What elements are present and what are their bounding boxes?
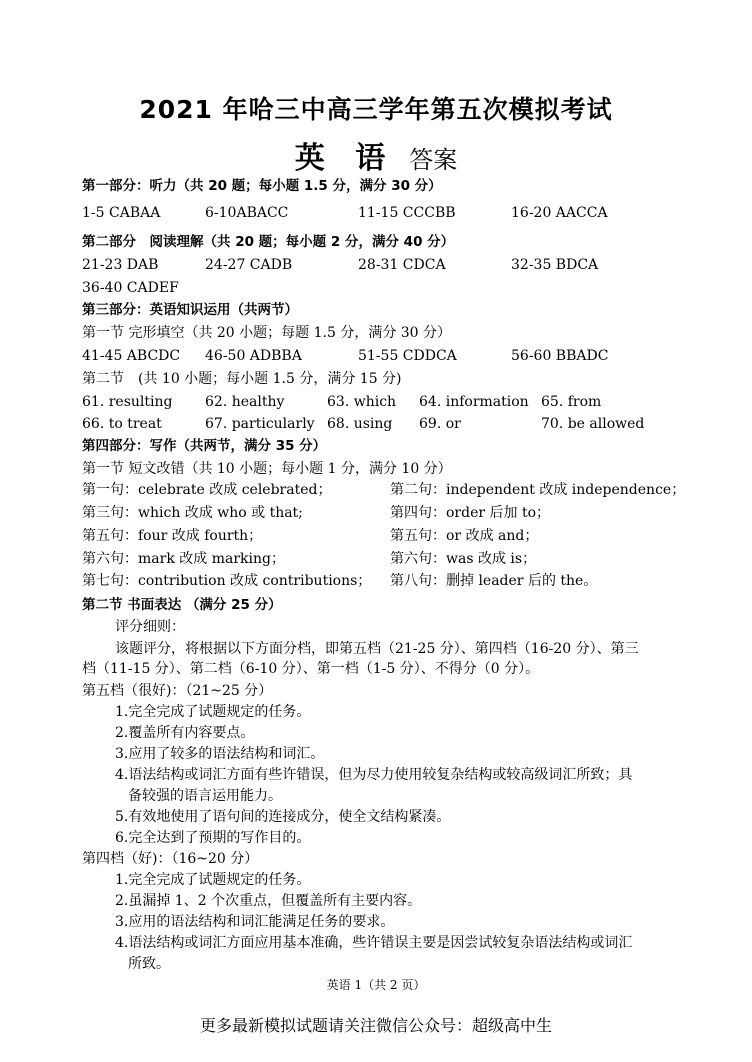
rubric-label: 评分细则： xyxy=(115,619,185,635)
answer-group: 46-50 ADBBA xyxy=(205,348,302,364)
part3-section2-heading: 第二节 (共 10 小题；每小题 1.5 分，满分 15 分) xyxy=(82,371,402,387)
correction-item: 第八句：删掉 leader 后的 the。 xyxy=(390,573,598,589)
answer-item: 63. which xyxy=(327,394,397,410)
answer-group: 56-60 BBADC xyxy=(511,348,609,364)
answer-group: 24-27 CADB xyxy=(205,257,293,273)
answer-group: 51-55 CDDCA xyxy=(358,348,457,364)
rubric-intro: 档（11-15 分）、第二档（6-10 分）、第一档（1-5 分）、不得分（0 分）。 xyxy=(82,661,540,677)
correction-item: 第六句：was 改成 is； xyxy=(390,551,537,567)
correction-item: 第四句：order 后加 to； xyxy=(390,505,551,521)
answer-item: 64. information xyxy=(419,394,529,410)
answer-group: 21-23 DAB xyxy=(82,257,159,273)
grade5-item: 6.完全达到了预期的写作目的。 xyxy=(115,830,311,846)
answer-group: 6-10ABACC xyxy=(205,205,289,221)
footer-notice: 更多最新模拟试题请关注微信公众号：超级高中生 xyxy=(199,1016,552,1035)
answer-item: 65. from xyxy=(541,394,602,410)
grade4-heading: 第四档（好)：（16~20 分） xyxy=(82,851,259,867)
answer-item: 70. be allowed xyxy=(541,416,645,432)
page-title: 2021 年哈三中高三学年第五次模拟考试 xyxy=(139,95,613,124)
part1-heading: 第一部分：听力（共 20 题；每小题 1.5 分，满分 30 分） xyxy=(82,178,442,194)
grade5-item: 5.有效地使用了语句间的连接成分，使全文结构紧凑。 xyxy=(115,809,451,825)
correction-item: 第六句：mark 改成 marking； xyxy=(82,551,285,567)
grade5-heading: 第五档（很好)：（21~25 分） xyxy=(82,683,273,699)
grade4-item: 所致。 xyxy=(128,956,170,972)
rubric-intro: 该题评分，将根据以下方面分档，即第五档（21-25 分）、第四档（16-20 分）、第三 xyxy=(115,641,639,657)
part4-section2-heading: 第二节 书面表达 （满分 25 分） xyxy=(82,597,282,613)
subject-label: 英 语 xyxy=(294,141,396,176)
part4-section1-heading: 第一节 短文改错（共 10 小题；每小题 1 分，满分 10 分） xyxy=(82,461,452,477)
correction-item: 第五句：or 改成 and； xyxy=(390,528,539,544)
grade5-item: 4.语法结构或词汇方面有些许错误，但为尽力使用较复杂结构或较高级词汇所致；具 xyxy=(115,767,633,783)
part2-heading: 第二部分 阅读理解（共 20 题；每小题 2 分，满分 40 分） xyxy=(82,234,455,250)
grade4-item: 4.语法结构或词汇方面应用基本准确，些许错误主要是因尝试较复杂语法结构或词汇 xyxy=(115,935,633,951)
answer-group: 28-31 CDCA xyxy=(358,257,446,273)
grade5-item: 2.覆盖所有内容要点。 xyxy=(115,725,255,741)
grade5-item: 3.应用了较多的语法结构和词汇。 xyxy=(115,746,325,762)
answer-item: 67. particularly xyxy=(205,416,315,432)
correction-item: 第二句：independent 改成 independence； xyxy=(390,482,686,498)
page-subtitle xyxy=(0,133,752,177)
answer-group: 16-20 AACCA xyxy=(511,205,608,221)
grade4-item: 3.应用的语法结构和词汇能满足任务的要求。 xyxy=(115,914,395,930)
grade5-item: 1.完全完成了试题规定的任务。 xyxy=(115,704,311,720)
correction-item: 第一句：celebrate 改成 celebrated； xyxy=(82,482,332,498)
answer-item: 68. using xyxy=(327,416,393,432)
correction-item: 第五句：four 改成 fourth； xyxy=(82,528,263,544)
answer-group: 32-35 BDCA xyxy=(511,257,599,273)
answer-item: 69. or xyxy=(419,416,461,432)
answer-item: 66. to treat xyxy=(82,416,162,432)
part3-section1-heading: 第一节 完形填空（共 20 小题；每题 1.5 分，满分 30 分） xyxy=(82,325,452,341)
answer-group: 1-5 CABAA xyxy=(82,205,161,221)
correction-item: 第三句：which 改成 who 或 that; xyxy=(82,505,303,521)
grade5-item: 备较强的语言运用能力。 xyxy=(128,788,282,804)
part3-heading: 第三部分：英语知识运用（共两节） xyxy=(82,302,298,318)
correction-item: 第七句：contribution 改成 contributions； xyxy=(82,573,372,589)
answer-group: 11-15 CCCBB xyxy=(358,205,456,221)
part4-heading: 第四部分：写作（共两节，满分 35 分） xyxy=(82,438,327,454)
answer-group: 41-45 ABCDC xyxy=(82,348,181,364)
answer-item: 61. resulting xyxy=(82,394,173,410)
answer-item: 62. healthy xyxy=(205,394,285,410)
grade4-item: 2.虽漏掉 1、2 个次重点，但覆盖所有主要内容。 xyxy=(115,893,422,909)
page-number: 英语 1（共 2 页） xyxy=(326,978,426,992)
subject-suffix: 答案 xyxy=(409,146,458,174)
grade4-item: 1.完全完成了试题规定的任务。 xyxy=(115,872,311,888)
answer-group: 36-40 CADEF xyxy=(82,280,179,296)
